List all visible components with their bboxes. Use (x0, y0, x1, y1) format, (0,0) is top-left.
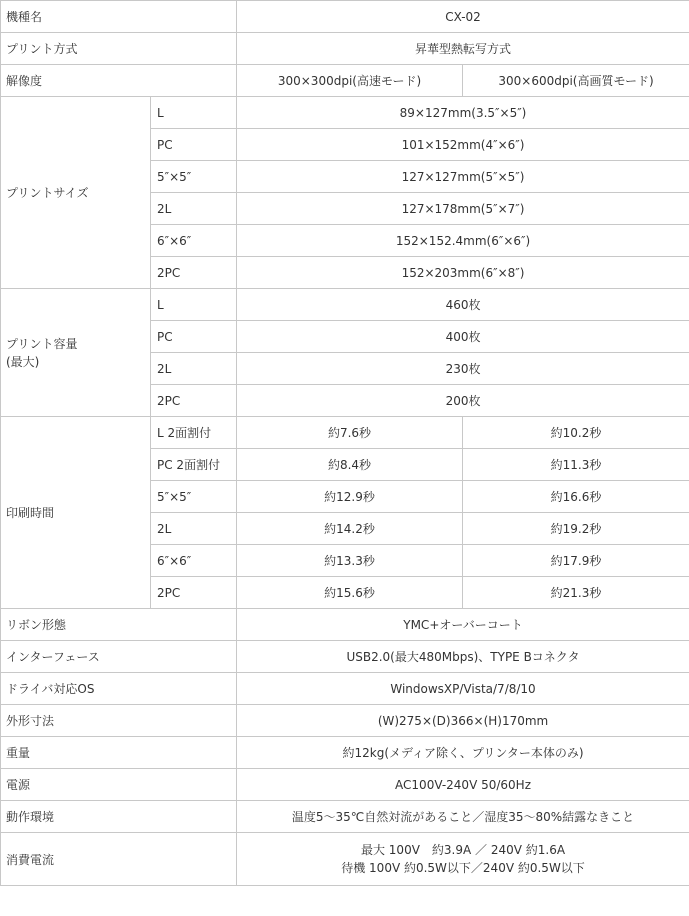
driver-os-label: ドライバ対応OS (1, 673, 237, 705)
capacity-name: PC (151, 321, 237, 353)
print-size-value: 152×152.4mm(6″×6″) (237, 225, 689, 257)
interface-value: USB2.0(最大480Mbps)、TYPE Bコネクタ (237, 641, 689, 673)
print-time-fast: 約12.9秒 (237, 481, 463, 513)
print-time-quality: 約19.2秒 (463, 513, 689, 545)
row-print-size (1, 97, 689, 129)
row-driver-os (1, 673, 689, 705)
print-time-quality: 約21.3秒 (463, 577, 689, 609)
capacity-value: 230枚 (237, 353, 689, 385)
print-time-name: 2L (151, 513, 237, 545)
row-resolution (1, 65, 689, 97)
resolution-fast: 300×300dpi(高速モード) (237, 65, 463, 97)
print-method-value: 昇華型熱転写方式 (237, 33, 689, 65)
power-value: AC100V-240V 50/60Hz (237, 769, 689, 801)
weight-value: 約12kg(メディア除く、プリンター本体のみ) (237, 737, 689, 769)
print-size-label: プリントサイズ (1, 97, 151, 289)
model-value: CX-02 (237, 1, 689, 33)
print-size-value: 101×152mm(4″×6″) (237, 129, 689, 161)
print-time-quality: 約16.6秒 (463, 481, 689, 513)
current-label: 消費電流 (1, 833, 237, 886)
model-label: 機種名 (1, 1, 237, 33)
row-print-time (1, 417, 689, 449)
print-method-label: プリント方式 (1, 33, 237, 65)
ribbon-value: YMC+オーバーコート (237, 609, 689, 641)
resolution-label: 解像度 (1, 65, 237, 97)
print-size-name: 6″×6″ (151, 225, 237, 257)
print-time-name: L 2面割付 (151, 417, 237, 449)
row-interface (1, 641, 689, 673)
capacity-name: 2PC (151, 385, 237, 417)
print-time-fast: 約7.6秒 (237, 417, 463, 449)
row-dimensions (1, 705, 689, 737)
weight-label: 重量 (1, 737, 237, 769)
print-time-quality: 約10.2秒 (463, 417, 689, 449)
row-model (1, 1, 689, 33)
capacity-value: 460枚 (237, 289, 689, 321)
current-line-max: 最大 100V 約3.9A ／ 240V 約1.6A (360, 843, 566, 857)
interface-label: インターフェース (1, 641, 237, 673)
row-power (1, 769, 689, 801)
print-size-value: 152×203mm(6″×8″) (237, 257, 689, 289)
environment-value: 温度5～35℃自然対流があること／湿度35～80%結露なきこと (237, 801, 689, 833)
print-time-name: PC 2面割付 (151, 449, 237, 481)
print-size-name: PC (151, 129, 237, 161)
print-time-quality: 約17.9秒 (463, 545, 689, 577)
print-size-name: L (151, 97, 237, 129)
print-time-name: 5″×5″ (151, 481, 237, 513)
row-ribbon (1, 609, 689, 641)
capacity-label (1, 289, 151, 417)
environment-label: 動作環境 (1, 801, 237, 833)
current-line-standby: 待機 100V 約0.5W以下／240V 約0.5W以下 (341, 861, 585, 875)
dimensions-value: (W)275×(D)366×(H)170mm (237, 705, 689, 737)
row-environment (1, 801, 689, 833)
capacity-name: L (151, 289, 237, 321)
print-size-name: 2L (151, 193, 237, 225)
driver-os-value: WindowsXP/Vista/7/8/10 (237, 673, 689, 705)
dimensions-label: 外形寸法 (1, 705, 237, 737)
print-time-fast: 約13.3秒 (237, 545, 463, 577)
power-label: 電源 (1, 769, 237, 801)
capacity-label-line1: プリント容量 (6, 336, 78, 351)
print-time-fast: 約15.6秒 (237, 577, 463, 609)
capacity-value: 400枚 (237, 321, 689, 353)
print-size-value: 127×178mm(5″×7″) (237, 193, 689, 225)
capacity-value: 200枚 (237, 385, 689, 417)
row-weight (1, 737, 689, 769)
print-size-value: 89×127mm(3.5″×5″) (237, 97, 689, 129)
ribbon-label: リボン形態 (1, 609, 237, 641)
capacity-name: 2L (151, 353, 237, 385)
row-print-method (1, 33, 689, 65)
print-time-name: 6″×6″ (151, 545, 237, 577)
current-value (237, 833, 689, 886)
capacity-label-line2: (最大) (6, 354, 40, 369)
row-capacity (1, 289, 689, 321)
print-time-name: 2PC (151, 577, 237, 609)
print-time-fast: 約14.2秒 (237, 513, 463, 545)
print-time-quality: 約11.3秒 (463, 449, 689, 481)
print-time-fast: 約8.4秒 (237, 449, 463, 481)
print-time-label: 印刷時間 (1, 417, 151, 609)
row-current (1, 833, 689, 886)
resolution-quality: 300×600dpi(高画質モード) (463, 65, 689, 97)
print-size-value: 127×127mm(5″×5″) (237, 161, 689, 193)
print-size-name: 5″×5″ (151, 161, 237, 193)
print-size-name: 2PC (151, 257, 237, 289)
